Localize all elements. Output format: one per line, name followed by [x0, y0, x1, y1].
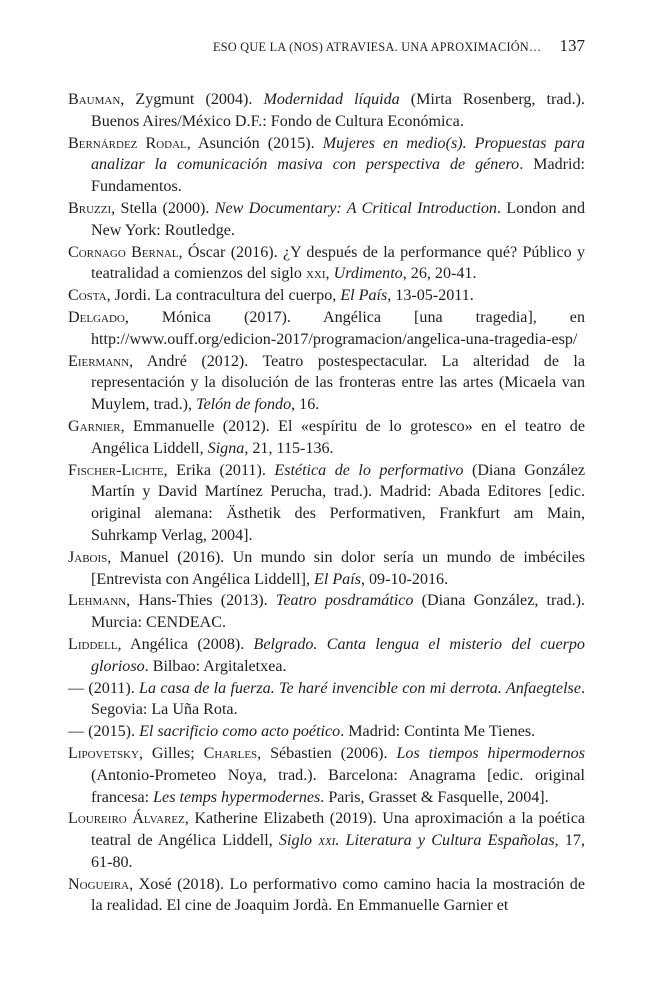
entry-text: , Emmanuelle (2012). El «espíritu de lo grotesco» en el teatro de Angélica Liddell,	[91, 417, 585, 457]
entry-author: Cornago Bernal	[68, 243, 179, 261]
running-title: ESO QUE LA (NOS) ATRAVIESA. UNA APROXIMACIÓN…	[213, 40, 542, 54]
bibliography-entry	[68, 416, 585, 460]
entry-text: , 16.	[291, 396, 320, 414]
entry-title-italic: . Literatura y Cultura Españolas	[335, 832, 555, 850]
entry-text: — (2015).	[68, 723, 140, 741]
entry-text: , 26, 20-41.	[402, 265, 477, 283]
entry-text: , 09-10-2016.	[360, 570, 449, 588]
entry-author: Liddell	[68, 635, 118, 653]
entry-author: Bernárdez Rodal	[68, 134, 187, 152]
bibliography-entry	[68, 198, 585, 242]
entry-title-italic: New Documentary: A Critical Introduction	[214, 199, 497, 217]
entry-text: (Diana González, trad.). Murcia: CENDEAC.	[91, 592, 585, 632]
entry-text: , Stella (2000).	[111, 199, 215, 217]
entry-text: . Madrid: Continta Me Tienes.	[340, 723, 536, 741]
entry-title-italic: xxi	[318, 832, 336, 850]
entry-title-italic: El País	[340, 287, 388, 305]
entry-text: — (2011).	[68, 679, 140, 697]
entry-text: , 21, 115-136.	[244, 439, 334, 457]
entry-text: , Jordi. La contracultura del cuerpo,	[106, 287, 341, 305]
entry-author: Bauman	[68, 91, 121, 108]
entry-author: Garnier	[68, 417, 121, 435]
entry-smallcaps-text: Charles	[203, 744, 258, 762]
entry-title-italic: El País	[314, 570, 361, 588]
bibliography-entry	[68, 307, 585, 351]
entry-text: , Sébastien (2006).	[257, 744, 397, 762]
bibliography-entry	[68, 874, 585, 918]
entry-text: ,	[325, 265, 334, 283]
bibliography-entry	[68, 285, 585, 307]
entry-text: . Madrid: Fundamentos.	[91, 156, 585, 196]
entry-text: , 17, 61-80.	[91, 832, 585, 871]
entry-title-italic: El sacrificio como acto poético	[139, 723, 341, 741]
bibliography-entry	[68, 351, 585, 416]
entry-text: (Diana González Martín y David Martínez Perucha, trad.). Madrid: Abada Editores [edic. original alemana: Ästhetik des Performativen, Frankfurt am Main, Suhrkamp Verlag, 2004].	[91, 461, 586, 544]
entry-text: , André (2012). Teatro postespectacular. La alteridad de la representación y la disolución de las fronteras entre las artes (Micaela van Muylem, trad.),	[91, 352, 585, 414]
entry-text: , Óscar (2016). ¿Y después de la performance qué? Público y teatralidad a comienzos del siglo	[91, 243, 585, 283]
bibliography-entry	[68, 590, 585, 634]
page-header	[68, 36, 585, 56]
entry-title-italic: Los tiempos hipermodernos	[396, 744, 585, 762]
entry-author: Bruzzi	[68, 199, 112, 217]
bibliography-entry	[68, 89, 585, 133]
entry-title-italic: La casa de la fuerza. Te haré invencible con mi derrota. Anfaegtelse	[139, 679, 581, 697]
entry-title-italic: Urdimento	[333, 265, 403, 283]
bibliography-entry	[68, 133, 585, 198]
bibliography-entry	[68, 242, 585, 286]
entry-title-italic: Mujeres en medio(s). Propuestas para analizar la comunicación masiva con perspectiva de género	[91, 134, 585, 174]
entry-text: , Mónica (2017). Angélica [una tragedia], en http://www.ouff.org/edicion-2017/programacion/angelica-una-tragedia-esp/	[91, 308, 585, 348]
entry-author: Fischer-Lichte	[68, 461, 164, 479]
bibliography-entry	[68, 678, 585, 722]
entry-text: , Angélica (2008).	[117, 635, 254, 653]
entry-author: Eiermann	[68, 352, 130, 370]
entry-text: (Antonio-Prometeo Noya, trad.). Barcelona: Anagrama [edic. original francesa:	[91, 766, 585, 806]
entry-title-italic: Siglo	[278, 832, 319, 850]
entry-text: , Erika (2011).	[163, 461, 275, 479]
entry-text: , Hans-Thies (2013).	[126, 592, 276, 610]
entry-text: . Segovia: La Uña Rota.	[91, 679, 585, 719]
entry-smallcaps-text: xxi	[305, 265, 326, 283]
bibliography-list	[68, 89, 585, 917]
entry-text: , Manuel (2016). Un mundo sin dolor sería un mundo de imbéciles [Entrevista con Angélica Liddell],	[91, 548, 585, 588]
entry-title-italic: Telón de fondo	[196, 396, 292, 414]
bibliography-entry	[68, 547, 585, 591]
bibliography-entry	[68, 743, 585, 808]
entry-title-italic: Les temps hypermodernes	[153, 788, 321, 806]
entry-text: , Gilles;	[138, 744, 204, 762]
entry-text: , 13-05-2011.	[387, 287, 474, 305]
entry-text: . London and New York: Routledge.	[91, 199, 585, 239]
entry-text: , Zygmunt (2004).	[120, 91, 264, 108]
entry-author: Costa	[68, 287, 107, 305]
entry-text: , Katherine Elizabeth (2019). Una aproximación a la poética teatral de Angélica Liddell,	[91, 810, 585, 850]
entry-text: . Bilbao: Argitaletxea.	[144, 657, 287, 675]
entry-author: Lehmann	[68, 592, 127, 610]
bibliography-entry	[68, 634, 585, 678]
entry-text: , Xosé (2018). Lo performativo como camino hacia la mostración de la realidad. El cine de Joaquim Jordà. En Emmanuelle Garnier et	[91, 875, 585, 915]
bibliography-entry	[68, 460, 585, 547]
entry-title-italic: Estética de lo performativo	[274, 461, 464, 479]
entry-title-italic: Belgrado. Canta lengua el misterio del cuerpo glorioso	[91, 635, 585, 675]
entry-text: , Asunción (2015).	[186, 134, 323, 152]
page-number: 137	[559, 36, 585, 55]
entry-title-italic: Teatro posdramático	[275, 592, 414, 610]
entry-author: Delgado	[68, 308, 125, 326]
bibliography-entry	[68, 808, 585, 873]
entry-author: Loureiro Álvarez	[68, 810, 185, 828]
bibliography-entry	[68, 721, 585, 743]
entry-author: Lipovetsky	[68, 744, 139, 762]
entry-author: Jabois	[68, 548, 108, 566]
entry-text: . Paris, Grasset & Fasquelle, 2004].	[320, 788, 549, 806]
entry-text: (Mirta Rosenberg, trad.). Buenos Aires/México D.F.: Fondo de Cultura Económica.	[91, 91, 585, 130]
entry-title-italic: Signa	[207, 439, 245, 457]
entry-author: Nogueira	[68, 875, 130, 893]
entry-title-italic: Modernidad líquida	[263, 91, 400, 108]
